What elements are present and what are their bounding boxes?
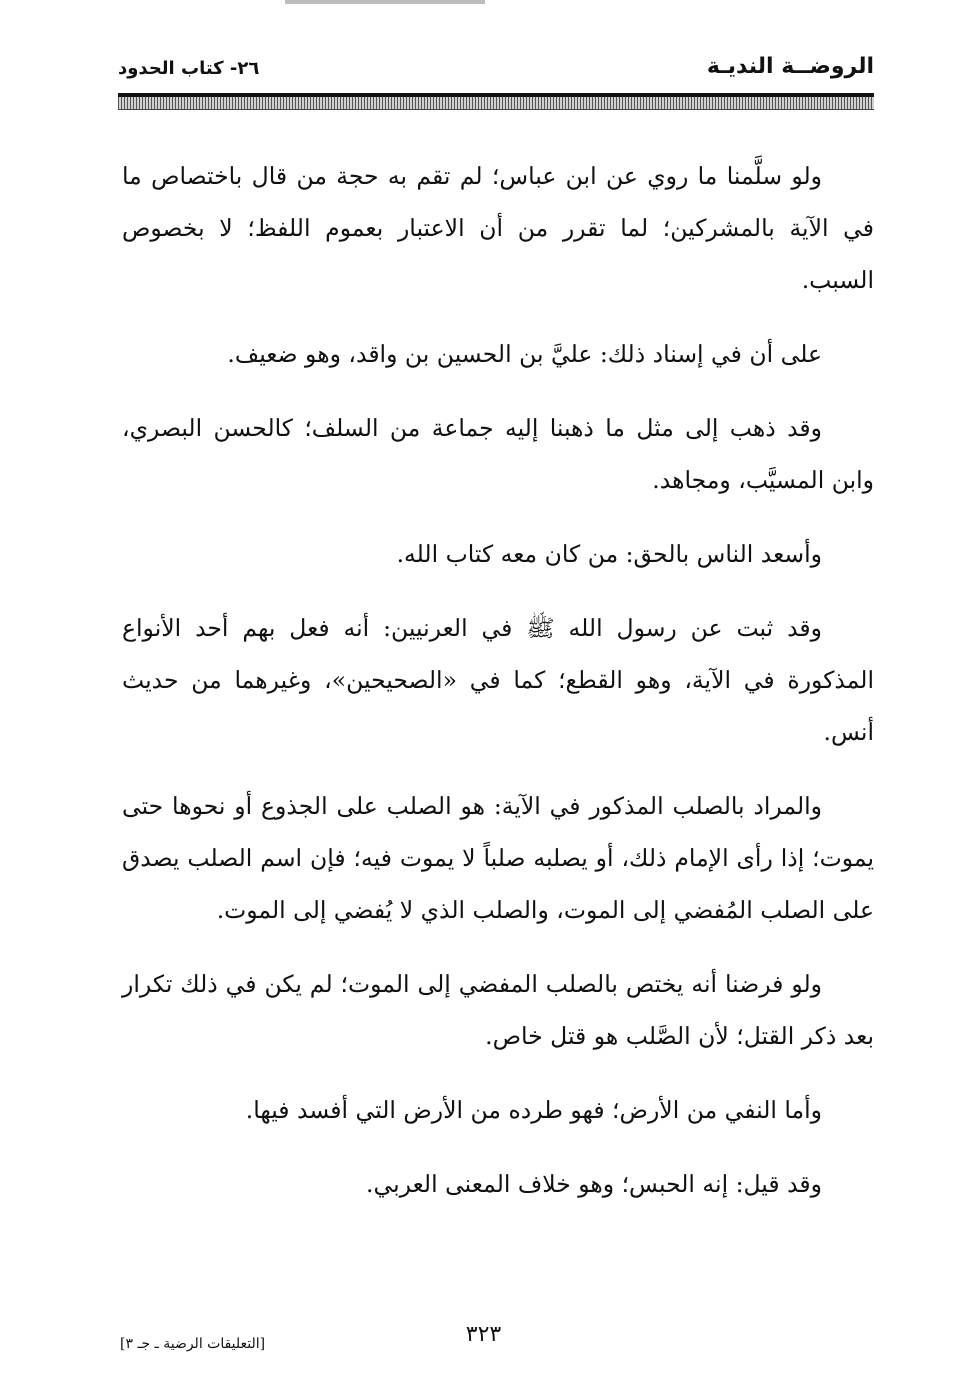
chapter-title: ٢٦- كتاب الحدود <box>118 58 260 79</box>
running-title: الروضــة النديـة <box>706 54 874 79</box>
paragraph: وقد ذهب إلى مثل ما ذهبنا إليه جماعة من السلف؛ كالحسن البصري، وابن المسيَّب، ومجاهد. <box>122 414 874 494</box>
paragraph: ولو فرضنا أنه يختص بالصلب المفضي إلى الموت؛ لم يكن في ذلك تكرار بعد ذكر القتل؛ لأن الصَّلب هو قتل خاص. <box>122 970 874 1050</box>
paragraph: وقد ثبت عن رسول الله ﷺ في العرنيين: أنه فعل بهم أحد الأنواع المذكورة في الآية، وهو القطع؛ كما في «الصحيحين»، وغيرهما من حديث أنس. <box>122 614 874 746</box>
paragraph: والمراد بالصلب المذكور في الآية: هو الصلب على الجذوع أو نحوها حتى يموت؛ إذا رأى الإمام ذلك، أو يصلبه صلباً لا يموت فيه؛ فإن اسم الصلب يصدق على الصلب المُفضي إلى الموت، والصلب الذي لا يُفضي إلى الموت. <box>122 792 874 924</box>
paragraph: ولو سلَّمنا ما روي عن ابن عباس؛ لم تقم به حجة من قال باختصاص ما في الآية بالمشركين؛ لما تقرر من أن الاعتبار بعموم اللفظ؛ لا بخصوص السبب. <box>122 162 874 294</box>
scan-edge-mark <box>285 0 485 4</box>
footer-note: [التعليقات الرضية ـ جـ ٣] <box>120 1336 266 1352</box>
paragraph: وقد قيل: إنه الحبس؛ وهو خلاف المعنى العربي. <box>366 1170 822 1198</box>
paragraph: على أن في إسناد ذلك: عليَّ بن الحسين بن واقد، وهو ضعيف. <box>227 340 822 368</box>
header-rule <box>118 93 874 110</box>
page-header <box>118 50 874 90</box>
paragraph: وأسعد الناس بالحق: من كان معه كتاب الله. <box>396 540 822 568</box>
paragraph: وأما النفي من الأرض؛ فهو طرده من الأرض التي أفسد فيها. <box>245 1096 822 1124</box>
page-body <box>122 150 874 1232</box>
page-number: ٣٢٣ <box>465 1322 502 1347</box>
